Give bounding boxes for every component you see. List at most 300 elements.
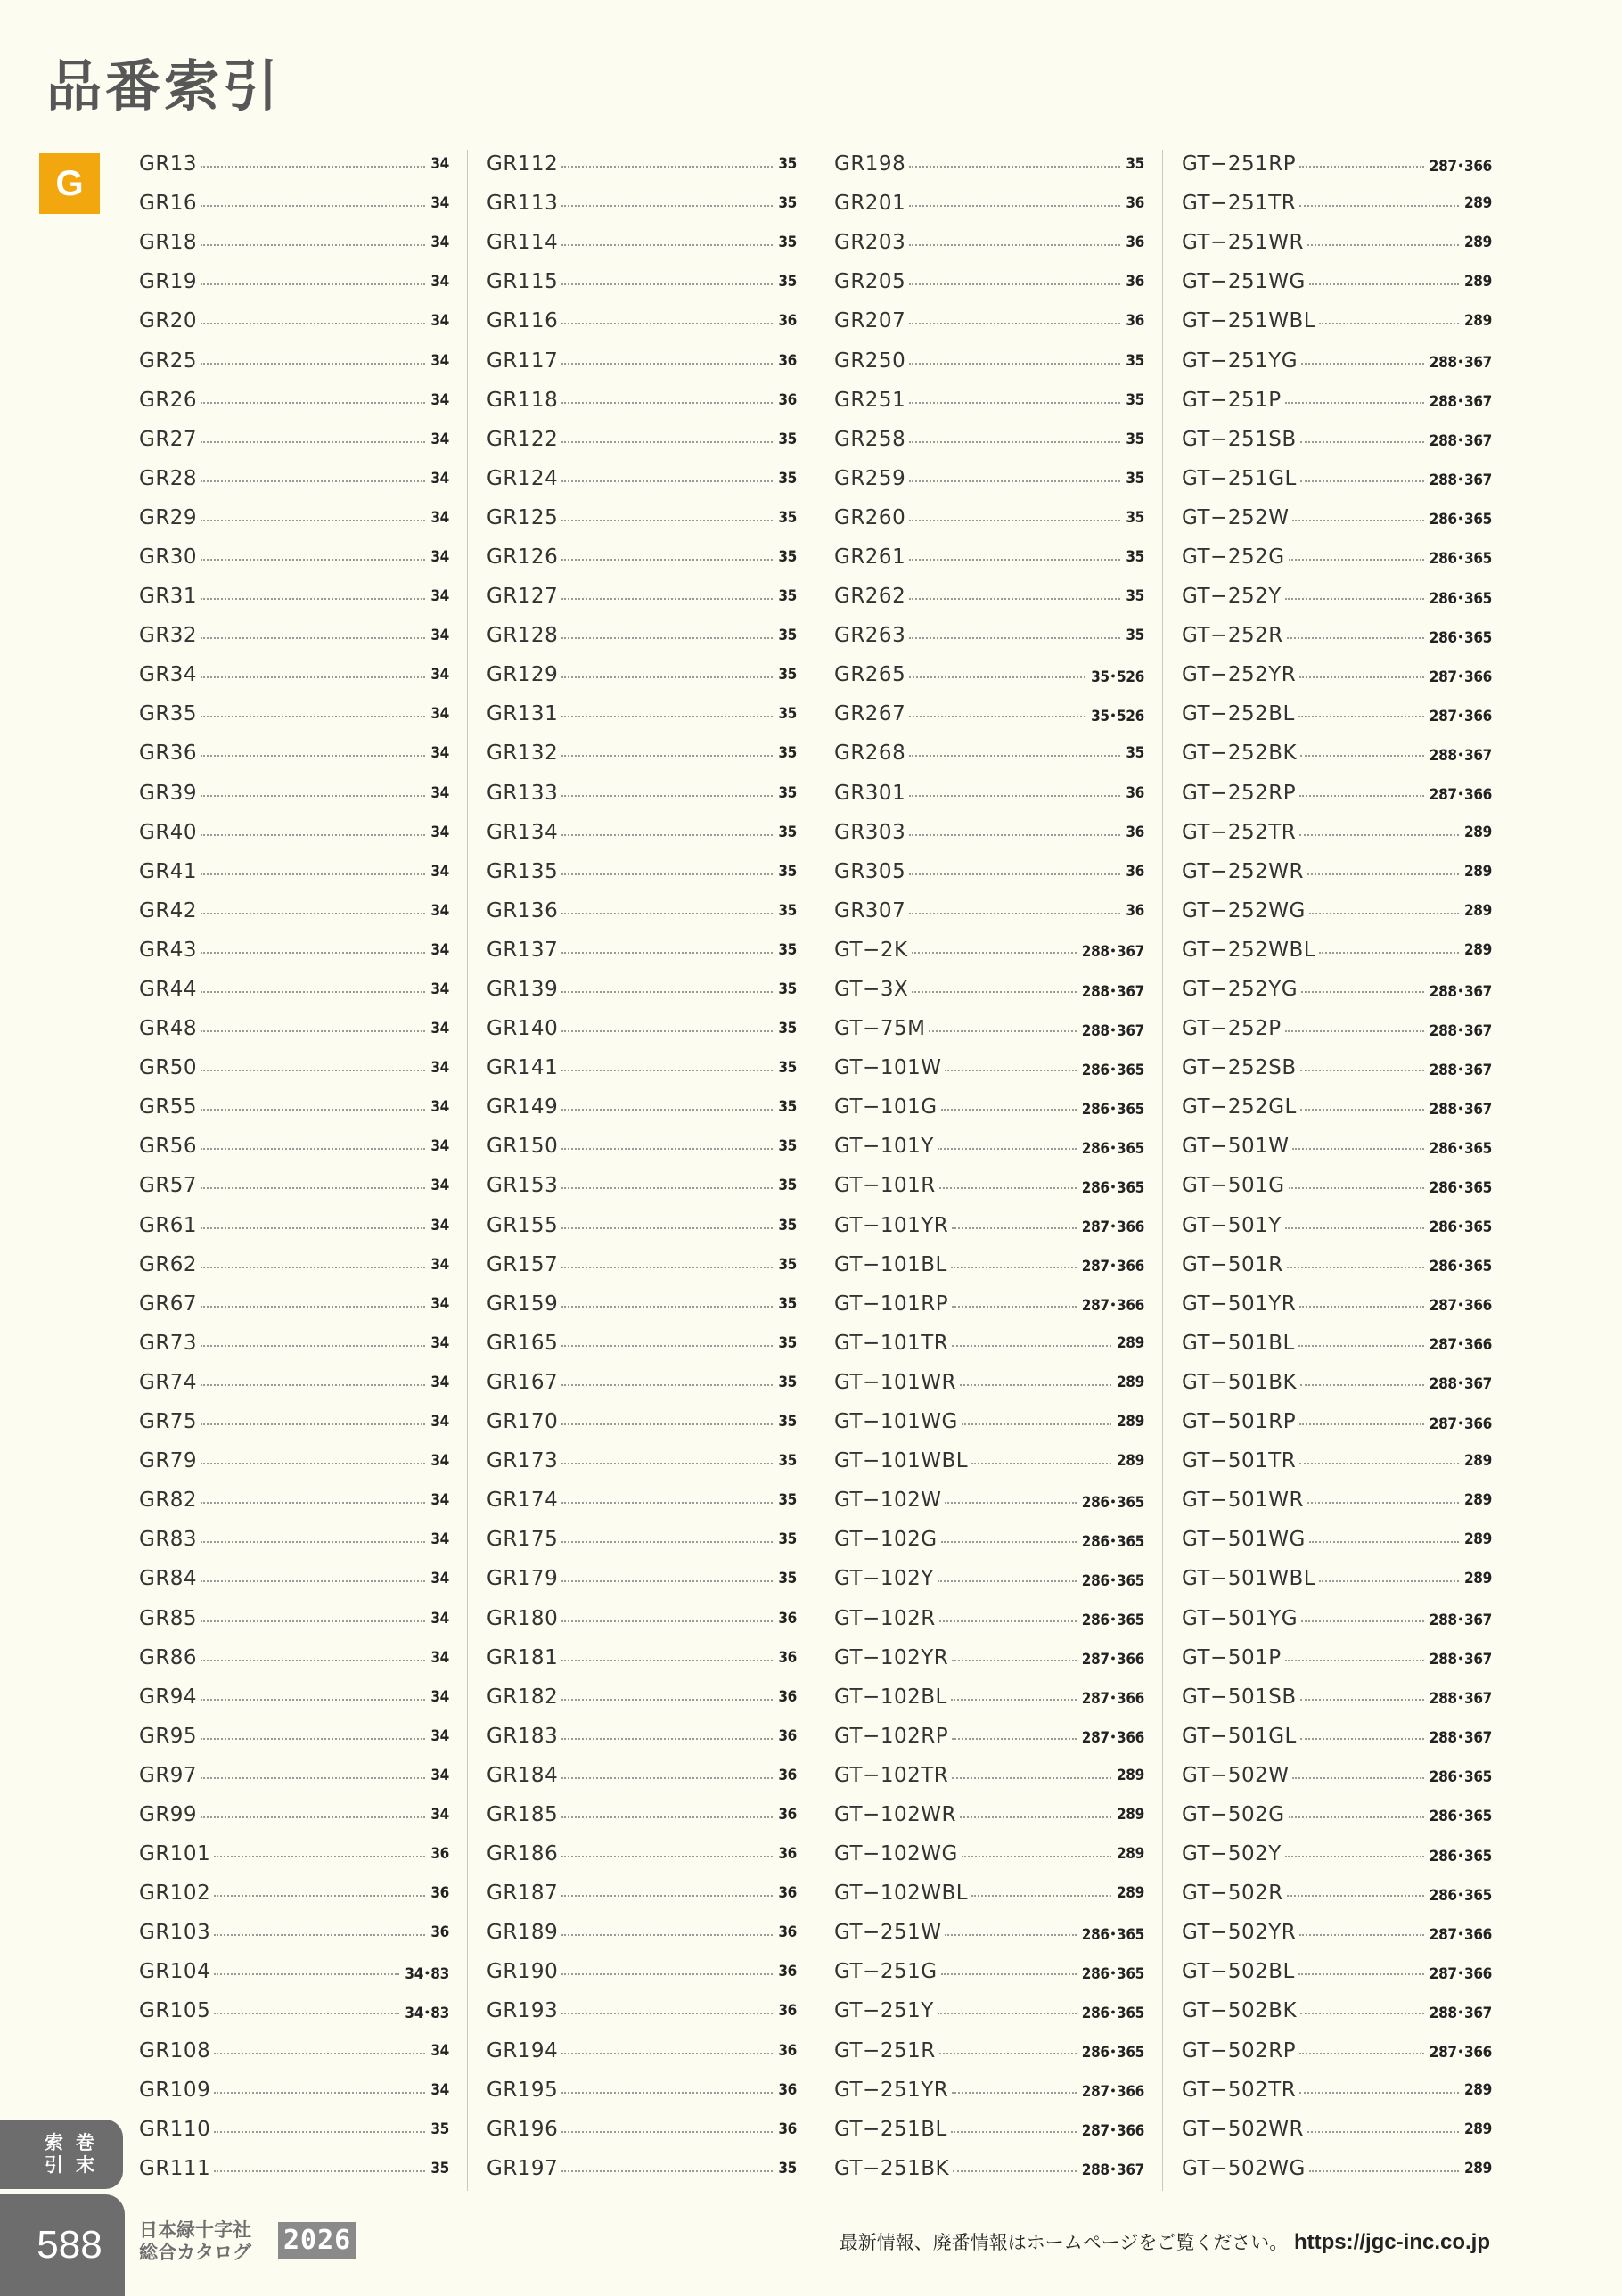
index-entry [834, 1480, 1144, 1520]
product-code: GT−251RP [1182, 152, 1297, 176]
product-code: GT−101WR [834, 1370, 956, 1394]
index-entry [834, 1048, 1144, 1087]
product-code: GR55 [139, 1095, 198, 1119]
dot-leader [201, 559, 425, 561]
dot-leader [1301, 1620, 1424, 1622]
product-code: GR44 [139, 978, 198, 1002]
index-entry [834, 1441, 1144, 1480]
page-reference: 35 [778, 1177, 797, 1195]
index-entry [834, 223, 1144, 262]
page-reference: 288･367 [1429, 982, 1492, 1001]
product-code: GT−501R [1182, 1252, 1283, 1276]
product-code: GT−251R [834, 2038, 936, 2062]
index-entry [139, 2070, 449, 2110]
index-entry [487, 1245, 797, 1284]
product-code: GT−502TR [1182, 2078, 1297, 2102]
page-reference: 35 [778, 1294, 797, 1313]
dot-leader [201, 402, 425, 404]
product-code: GT−252P [1182, 1017, 1282, 1041]
product-code: GT−102G [834, 1528, 938, 1552]
page-reference: 289 [1116, 1884, 1144, 1903]
product-code: GT−251YR [834, 2078, 949, 2102]
index-entry [139, 1166, 449, 1205]
dot-leader [1300, 755, 1424, 757]
index-entry [139, 459, 449, 498]
index-entry [139, 2031, 449, 2070]
product-code: GT−251W [834, 1921, 942, 1945]
dot-leader [201, 1580, 425, 1582]
product-code: GR131 [487, 702, 559, 726]
dot-leader [561, 2131, 773, 2133]
index-entry [834, 774, 1144, 813]
page-reference: 36 [778, 390, 797, 409]
page-reference: 286･365 [1081, 1139, 1144, 1158]
page-reference: 35 [778, 234, 797, 252]
index-entry [139, 223, 449, 262]
index-entry [487, 2070, 797, 2110]
dot-leader [1299, 676, 1423, 678]
dot-leader [909, 441, 1120, 443]
index-entry [1182, 301, 1492, 340]
index-entry [139, 1480, 449, 1520]
dot-leader [201, 166, 425, 168]
product-code: GT−251P [1182, 388, 1282, 412]
product-code: GT−252YR [1182, 663, 1297, 687]
page-reference: 289 [1463, 1570, 1492, 1588]
page-reference: 286･365 [1081, 2044, 1144, 2062]
dot-leader [912, 991, 1077, 993]
product-code: GT−252WG [1182, 898, 1306, 922]
page-reference: 35･526 [1091, 668, 1144, 686]
index-entry [1182, 1952, 1492, 1991]
page-reference: 286･365 [1429, 589, 1492, 608]
product-code: GR193 [487, 1999, 559, 2023]
page-reference: 288･367 [1429, 1375, 1492, 1394]
dot-leader [939, 1620, 1077, 1622]
page-reference: 289 [1463, 901, 1492, 920]
product-code: GR303 [834, 820, 906, 844]
product-code: GR31 [139, 585, 198, 609]
product-code: GR207 [834, 309, 906, 333]
index-entry [834, 1087, 1144, 1127]
page-reference: 34 [430, 1098, 449, 1117]
page-reference: 286･365 [1429, 1847, 1492, 1866]
dot-leader [1300, 2013, 1424, 2014]
dot-leader [1300, 480, 1424, 482]
dot-leader [1309, 913, 1459, 914]
product-code: GR112 [487, 152, 559, 176]
dot-leader [952, 1660, 1076, 1661]
index-entry [487, 1795, 797, 1834]
page-reference: 36 [1126, 901, 1144, 920]
product-code: GR184 [487, 1763, 559, 1787]
index-entry [1182, 1441, 1492, 1480]
product-code: GR35 [139, 702, 198, 726]
index-entry [139, 1402, 449, 1441]
dot-leader [960, 1816, 1111, 1818]
index-entry [487, 577, 797, 616]
index-entry [139, 1795, 449, 1834]
dot-leader [561, 676, 773, 678]
product-code: GR179 [487, 1567, 559, 1591]
product-code: GT−502G [1182, 1802, 1285, 1826]
product-code: GR25 [139, 348, 198, 373]
product-code: GT−252BL [1182, 702, 1295, 726]
product-code: GR104 [139, 1960, 211, 1984]
dot-leader [960, 1384, 1111, 1386]
product-code: GT−501BL [1182, 1331, 1295, 1355]
product-code: GR174 [487, 1488, 559, 1513]
index-entry [834, 852, 1144, 891]
index-entry [139, 774, 449, 813]
page-reference: 34 [430, 430, 449, 448]
index-entry [1182, 1756, 1492, 1795]
index-entry [139, 931, 449, 970]
product-code: GR48 [139, 1017, 198, 1041]
page-reference: 34 [430, 1491, 449, 1510]
dot-leader [561, 1895, 773, 1897]
product-code: GT−252R [1182, 624, 1283, 648]
index-entry [834, 1166, 1144, 1205]
dot-leader [953, 2170, 1077, 2172]
index-entry [1182, 1127, 1492, 1166]
dot-leader [561, 363, 773, 365]
dot-leader [1319, 1580, 1459, 1582]
product-code: GT−251YG [1182, 348, 1298, 373]
product-code: GR108 [139, 2038, 211, 2062]
product-code: GR105 [139, 1999, 211, 2023]
product-code: GR29 [139, 505, 198, 529]
dot-leader [561, 873, 773, 875]
index-entry [834, 1598, 1144, 1637]
page-reference: 35 [778, 1059, 797, 1078]
dot-leader [941, 1109, 1077, 1111]
dot-leader [909, 795, 1120, 797]
page-reference: 289 [1463, 234, 1492, 252]
product-code: GT−251SB [1182, 427, 1297, 451]
index-entry [487, 1166, 797, 1205]
index-entry [834, 1874, 1144, 1913]
index-side-tab[interactable] [0, 2120, 123, 2189]
index-entry [487, 1402, 797, 1441]
product-code: GT−252G [1182, 545, 1285, 569]
dot-leader [1285, 1660, 1424, 1661]
page-reference: 35･526 [1091, 707, 1144, 726]
dot-leader [561, 834, 773, 836]
index-entry [487, 1363, 797, 1402]
product-code: GR115 [487, 270, 559, 294]
page-reference: 35 [778, 430, 797, 448]
dot-leader [201, 873, 425, 875]
product-code: GR139 [487, 978, 559, 1002]
dot-leader [1285, 1030, 1424, 1032]
page-reference: 288･367 [1081, 2161, 1144, 2180]
page-reference: 34 [430, 469, 449, 488]
index-entry [834, 1834, 1144, 1874]
product-code: GR99 [139, 1802, 198, 1826]
dot-leader [962, 1856, 1111, 1857]
product-code: GR111 [139, 2156, 211, 2180]
catalog-name-line2: 総合カタログ [139, 2242, 251, 2263]
product-code: GR20 [139, 309, 198, 333]
index-entry [139, 2110, 449, 2149]
index-entry [487, 655, 797, 694]
product-code: GT−101YR [834, 1213, 949, 1237]
page-reference: 289 [1116, 1373, 1144, 1391]
product-code: GR74 [139, 1370, 198, 1394]
index-column-3 [834, 144, 1144, 2188]
index-entry [1182, 420, 1492, 459]
page-reference: 288･367 [1081, 1021, 1144, 1040]
page-reference: 36 [778, 312, 797, 331]
dot-leader [214, 2170, 425, 2172]
product-code: GT−502W [1182, 1763, 1290, 1787]
page-reference: 34 [430, 2041, 449, 2060]
dot-leader [938, 2013, 1077, 2014]
column-divider [467, 150, 468, 2191]
page-reference: 34 [430, 312, 449, 331]
product-code: GR86 [139, 1645, 198, 1669]
page-reference: 34 [430, 1805, 449, 1824]
index-entry [834, 1952, 1144, 1991]
dot-leader [214, 1973, 399, 1975]
index-entry [139, 1559, 449, 1598]
index-entry [487, 301, 797, 340]
index-entry [834, 1127, 1144, 1166]
page-reference: 287･366 [1081, 1297, 1144, 1316]
dot-leader [945, 1502, 1076, 1504]
page-reference: 35 [1126, 390, 1144, 409]
product-code: GR43 [139, 938, 198, 962]
side-tab-label [76, 2132, 94, 2177]
index-entry [487, 2149, 797, 2188]
page-reference: 34 [430, 547, 449, 566]
index-entry [1182, 1402, 1492, 1441]
page-reference: 36 [778, 2002, 797, 2021]
page-reference: 286･365 [1081, 1925, 1144, 1944]
dot-leader [909, 363, 1120, 365]
page-reference: 286･365 [1081, 1571, 1144, 1590]
dot-leader [201, 913, 425, 914]
product-code: GR133 [487, 781, 559, 805]
product-code: GR56 [139, 1135, 198, 1159]
page-reference: 34 [430, 351, 449, 370]
page-reference: 289 [1463, 1452, 1492, 1471]
index-entry [139, 144, 449, 184]
index-entry [139, 1677, 449, 1717]
product-code: GT−501GL [1182, 1724, 1297, 1748]
dot-leader [1285, 1856, 1424, 1857]
product-code: GT−502R [1182, 1882, 1283, 1906]
index-entry [487, 1520, 797, 1559]
dot-leader [941, 1973, 1077, 1975]
page-reference: 36 [778, 1845, 797, 1864]
index-entry [487, 223, 797, 262]
index-entry [139, 1952, 449, 1991]
product-code: GR260 [834, 505, 906, 529]
dot-leader [561, 166, 773, 168]
index-entry [139, 301, 449, 340]
index-entry [834, 1913, 1144, 1952]
index-entry [487, 1638, 797, 1677]
page-reference: 36 [430, 1884, 449, 1903]
index-entry [834, 1206, 1144, 1245]
index-entry [487, 2031, 797, 2070]
dot-leader [952, 2092, 1076, 2094]
page-reference: 35 [778, 1491, 797, 1510]
product-code: GR113 [487, 192, 559, 216]
page-reference: 36 [430, 1923, 449, 1942]
index-entry [487, 1913, 797, 1952]
product-code: GR265 [834, 663, 906, 687]
index-entry [1182, 734, 1492, 773]
page-reference: 35 [1126, 508, 1144, 527]
dot-leader [201, 1109, 425, 1111]
product-code: GT−501TR [1182, 1449, 1297, 1473]
dot-leader [1287, 1267, 1424, 1268]
dot-leader [201, 480, 425, 482]
page-reference: 34 [430, 980, 449, 999]
product-code: GR42 [139, 898, 198, 922]
index-entry [487, 2110, 797, 2149]
page-reference: 287･366 [1081, 2083, 1144, 2102]
dot-leader [1300, 1699, 1424, 1701]
dot-leader [561, 1070, 773, 1071]
product-code: GR183 [487, 1724, 559, 1748]
product-code: GT−252RP [1182, 781, 1297, 805]
index-entry [1182, 262, 1492, 301]
product-code: GT−75M [834, 1017, 926, 1041]
dot-leader [561, 1148, 773, 1150]
index-entry [139, 852, 449, 891]
dot-leader [1292, 520, 1423, 521]
index-entry [834, 498, 1144, 537]
dot-leader [201, 716, 425, 718]
product-code: GR187 [487, 1882, 559, 1906]
dot-leader [1300, 441, 1424, 443]
dot-leader [939, 1187, 1077, 1189]
index-entry [1182, 144, 1492, 184]
product-code: GR114 [487, 231, 559, 255]
index-entry [487, 420, 797, 459]
dot-leader [951, 2131, 1077, 2133]
product-code: GR13 [139, 152, 198, 176]
dot-leader [561, 1306, 773, 1308]
page-reference: 36 [778, 2120, 797, 2138]
dot-leader [201, 363, 425, 365]
product-code: GR83 [139, 1528, 198, 1552]
product-code: GR268 [834, 742, 906, 766]
page-reference: 288･367 [1429, 1061, 1492, 1079]
page-reference: 35 [778, 2159, 797, 2177]
dot-leader [561, 1699, 773, 1701]
dot-leader [201, 1699, 425, 1701]
index-entry [1182, 616, 1492, 655]
index-entry [487, 1441, 797, 1480]
index-entry [1182, 340, 1492, 380]
index-entry [487, 1677, 797, 1717]
page-reference: 35 [778, 1452, 797, 1471]
dot-leader [1307, 1502, 1459, 1504]
dot-leader [1292, 1148, 1423, 1150]
index-entry [487, 852, 797, 891]
dot-leader [1299, 795, 1424, 797]
page-reference: 35 [778, 1570, 797, 1588]
page-reference: 36 [1126, 862, 1144, 881]
product-code: GT−251G [834, 1960, 938, 1984]
index-entry [139, 1598, 449, 1637]
page-reference: 286･365 [1081, 1964, 1144, 1983]
dot-leader [1299, 2053, 1424, 2054]
dot-leader [214, 2092, 425, 2094]
dot-leader [909, 205, 1120, 207]
dot-leader [1309, 2170, 1459, 2172]
product-code: GR16 [139, 192, 198, 216]
page-reference: 286･365 [1081, 1532, 1144, 1551]
dot-leader [201, 1306, 425, 1308]
page-reference: 36 [778, 2041, 797, 2060]
page-reference: 288･367 [1429, 746, 1492, 765]
page-reference: 36 [1126, 783, 1144, 802]
dot-leader [214, 1934, 425, 1936]
dot-leader [945, 1070, 1076, 1071]
index-entry [1182, 1559, 1492, 1598]
index-entry [1182, 1048, 1492, 1087]
dot-leader [1292, 1777, 1423, 1779]
index-entry [1182, 223, 1492, 262]
product-code: GR182 [487, 1685, 559, 1709]
dot-leader [1299, 1934, 1423, 1936]
product-code: GR61 [139, 1213, 198, 1237]
page-reference: 35 [778, 1020, 797, 1038]
page-reference: 287･366 [1081, 2122, 1144, 2141]
index-entry [487, 1717, 797, 1756]
product-code: GT−501G [1182, 1174, 1285, 1198]
page-reference: 34 [430, 1177, 449, 1195]
page-reference: 288･367 [1429, 354, 1492, 373]
catalog-name [139, 2219, 251, 2264]
dot-leader [561, 323, 773, 324]
dot-leader [561, 1738, 773, 1740]
index-entry [834, 970, 1144, 1009]
page-reference: 35 [1126, 430, 1144, 448]
dot-leader [201, 991, 425, 993]
dot-leader [952, 1306, 1077, 1308]
product-code: GR250 [834, 348, 906, 373]
dot-leader [201, 1227, 425, 1229]
dot-leader [201, 1777, 425, 1779]
product-code: GR175 [487, 1528, 559, 1552]
index-entry [139, 2149, 449, 2188]
page-reference: 34 [430, 1648, 449, 1667]
dot-leader [971, 1463, 1111, 1464]
page-reference: 34 [430, 390, 449, 409]
product-code: GR136 [487, 898, 559, 922]
page-reference: 36 [430, 1845, 449, 1864]
product-code: GT−101W [834, 1056, 942, 1080]
website-link[interactable]: https://jgc-inc.co.jp [1294, 2230, 1490, 2254]
page-reference: 35 [778, 1255, 797, 1274]
dot-leader [1285, 1227, 1424, 1229]
dot-leader [561, 1816, 773, 1818]
dot-leader [939, 2053, 1077, 2054]
dot-leader [909, 755, 1120, 757]
product-code: GR185 [487, 1802, 559, 1826]
index-entry [487, 184, 797, 223]
dot-leader [1285, 598, 1424, 600]
section-letter-tab: G [39, 153, 100, 214]
product-code: GR132 [487, 742, 559, 766]
